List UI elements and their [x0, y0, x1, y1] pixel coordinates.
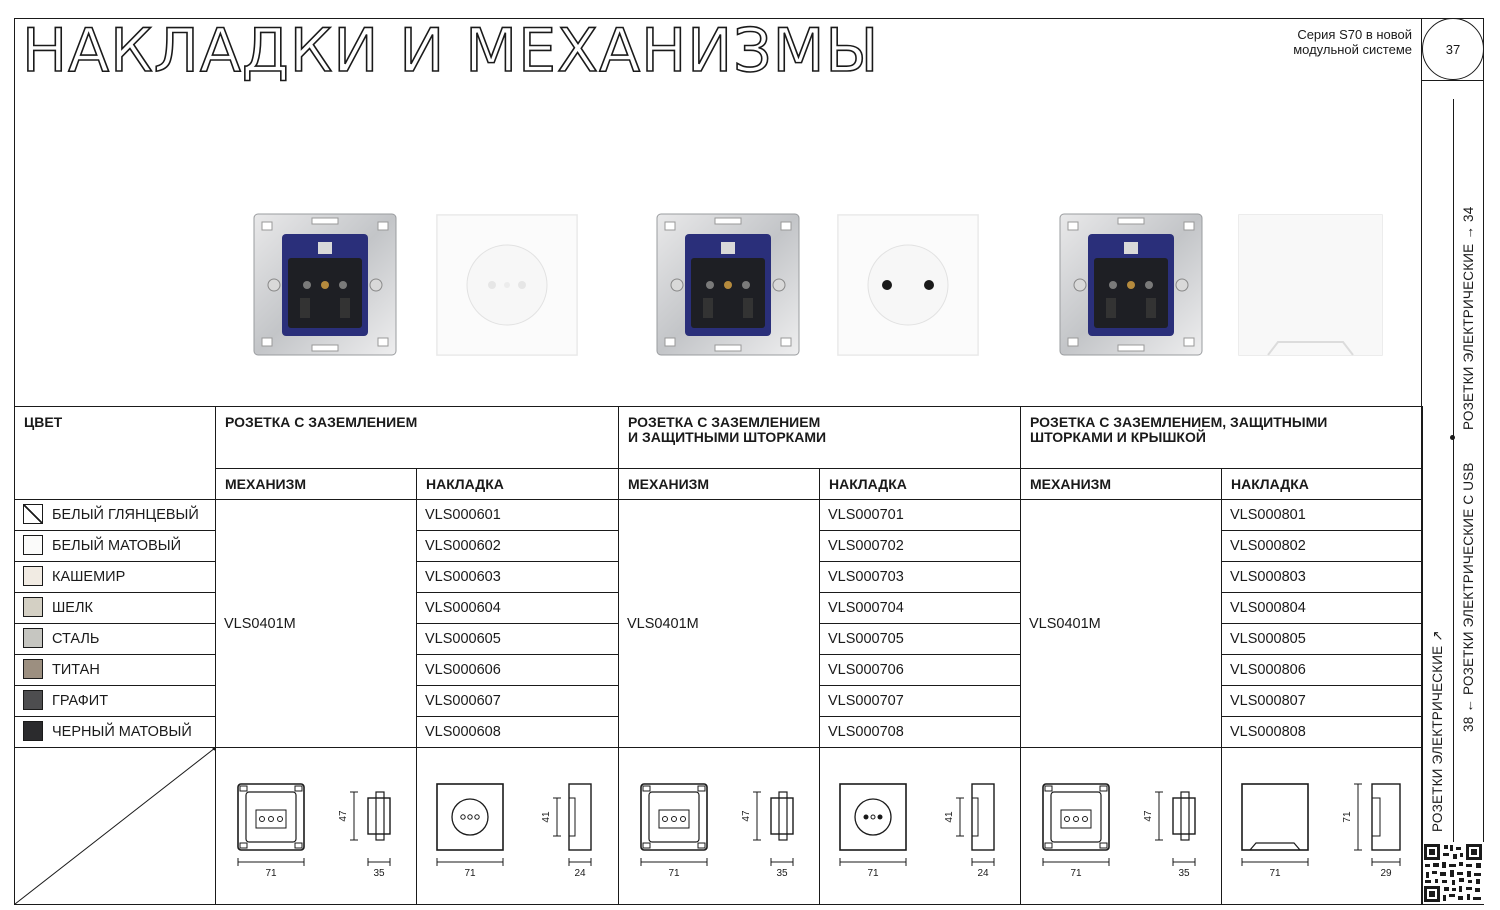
cover-header-1: НАКЛАДКА	[417, 469, 619, 500]
table-row	[15, 500, 1423, 531]
mechanism-code-3: VLS0401M	[1021, 500, 1222, 748]
series-line-2: модульной системе	[1293, 42, 1412, 57]
mechanism-drawing-2	[619, 748, 820, 905]
svg-text:24: 24	[977, 868, 989, 879]
svg-text:29: 29	[1380, 868, 1392, 879]
cover-code: VLS000606	[417, 655, 619, 686]
color-swatch	[23, 690, 43, 710]
mechanism-header-1: МЕХАНИЗМ	[216, 469, 417, 500]
mechanism-code-1: VLS0401M	[216, 500, 417, 748]
svg-text:35: 35	[1178, 868, 1190, 879]
cover-code: VLS000801	[1222, 500, 1423, 531]
mechanism-header-2: МЕХАНИЗМ	[619, 469, 820, 500]
svg-text:71: 71	[668, 868, 680, 879]
cover-code: VLS000605	[417, 624, 619, 655]
cover-code: VLS000802	[1222, 531, 1423, 562]
series-caption	[1293, 27, 1412, 57]
cover-code: VLS000608	[417, 717, 619, 748]
cover-code: VLS000701	[820, 500, 1021, 531]
cover-code: VLS000604	[417, 593, 619, 624]
color-cell: ЧЕРНЫЙ МАТОВЫЙ	[15, 717, 216, 748]
cover-code: VLS000705	[820, 624, 1021, 655]
group-header-3: РОЗЕТКА С ЗАЗЕМЛЕНИЕМ, ЗАЩИТНЫМИ ШТОРКАМИ И КРЫШКОЙ	[1021, 407, 1423, 469]
cover-code: VLS000807	[1222, 686, 1423, 717]
svg-text:71: 71	[265, 868, 277, 879]
svg-text:47: 47	[741, 810, 753, 822]
cover-photo-3	[1238, 214, 1383, 356]
diagonal-cell	[15, 748, 216, 905]
cover-drawing-1	[417, 748, 619, 905]
mechanism-photo-2	[655, 212, 801, 357]
group-header-2: РОЗЕТКА С ЗАЗЕМЛЕНИЕМ И ЗАЩИТНЫМИ ШТОРКАМИ	[619, 407, 1021, 469]
color-cell: ШЕЛК	[15, 593, 216, 624]
svg-text:71: 71	[867, 868, 879, 879]
nav-link-section[interactable]: РОЗЕТКИ ЭЛЕКТРИЧЕСКИЕ ↗	[1430, 630, 1445, 832]
page-number: 37	[1422, 18, 1484, 80]
cover-drawing-3	[1222, 748, 1423, 905]
svg-text:71: 71	[1342, 811, 1354, 823]
svg-text:71: 71	[1269, 868, 1281, 879]
svg-text:41: 41	[541, 811, 552, 823]
cover-code: VLS000804	[1222, 593, 1423, 624]
color-cell: БЕЛЫЙ МАТОВЫЙ	[15, 531, 216, 562]
svg-text:24: 24	[574, 868, 586, 879]
color-cell: ГРАФИТ	[15, 686, 216, 717]
svg-text:47: 47	[338, 810, 349, 822]
cover-code: VLS000702	[820, 531, 1021, 562]
cover-code: VLS000707	[820, 686, 1021, 717]
cover-photo-1	[436, 214, 578, 356]
series-line-1: Серия S70 в новой	[1297, 27, 1412, 42]
color-swatch	[23, 659, 43, 679]
nav-link-prev[interactable]: 38 ← РОЗЕТКИ ЭЛЕКТРИЧЕСКИЕ С USB	[1461, 462, 1476, 732]
mechanism-drawing-1	[216, 748, 417, 905]
color-header: ЦВЕТ	[15, 407, 216, 500]
svg-text:47: 47	[1143, 810, 1155, 822]
cover-drawing-2	[820, 748, 1021, 905]
color-swatch	[23, 535, 43, 555]
catalog-table	[14, 406, 1423, 905]
color-cell: БЕЛЫЙ ГЛЯНЦЕВЫЙ	[15, 500, 216, 531]
mechanism-drawing-3	[1021, 748, 1222, 905]
svg-text:35: 35	[776, 868, 788, 879]
cover-code: VLS000808	[1222, 717, 1423, 748]
svg-text:35: 35	[373, 868, 385, 879]
cover-code: VLS000607	[417, 686, 619, 717]
color-cell: ТИТАН	[15, 655, 216, 686]
cover-code: VLS000601	[417, 500, 619, 531]
color-cell: КАШЕМИР	[15, 562, 216, 593]
cover-header-3: НАКЛАДКА	[1222, 469, 1423, 500]
cover-code: VLS000708	[820, 717, 1021, 748]
mechanism-photo-1	[252, 212, 398, 357]
cover-code: VLS000703	[820, 562, 1021, 593]
color-swatch	[23, 597, 43, 617]
color-swatch	[23, 566, 43, 586]
color-cell: СТАЛЬ	[15, 624, 216, 655]
group-header-1: РОЗЕТКА С ЗАЗЕМЛЕНИЕМ	[216, 407, 619, 469]
mechanism-code-2: VLS0401M	[619, 500, 820, 748]
color-swatch	[23, 721, 43, 741]
color-swatch	[23, 504, 43, 524]
cover-header-2: НАКЛАДКА	[820, 469, 1021, 500]
cover-code: VLS000602	[417, 531, 619, 562]
cover-code: VLS000806	[1222, 655, 1423, 686]
mechanism-header-3: МЕХАНИЗМ	[1021, 469, 1222, 500]
color-swatch	[23, 628, 43, 648]
svg-text:71: 71	[1070, 868, 1082, 879]
nav-link-next[interactable]: РОЗЕТКИ ЭЛЕКТРИЧЕСКИЕ → 34	[1461, 206, 1476, 430]
nav-divider-dot	[1450, 435, 1455, 440]
cover-code: VLS000706	[820, 655, 1021, 686]
qr-code-icon[interactable]	[1422, 842, 1484, 904]
cover-code: VLS000704	[820, 593, 1021, 624]
svg-text:71: 71	[464, 868, 476, 879]
svg-text:41: 41	[944, 811, 956, 823]
cover-code: VLS000803	[1222, 562, 1423, 593]
cover-code: VLS000603	[417, 562, 619, 593]
cover-code: VLS000805	[1222, 624, 1423, 655]
page-title: НАКЛАДКИ И МЕХАНИЗМЫ	[22, 16, 880, 86]
cover-photo-2	[837, 214, 979, 356]
mechanism-photo-3	[1058, 212, 1204, 357]
